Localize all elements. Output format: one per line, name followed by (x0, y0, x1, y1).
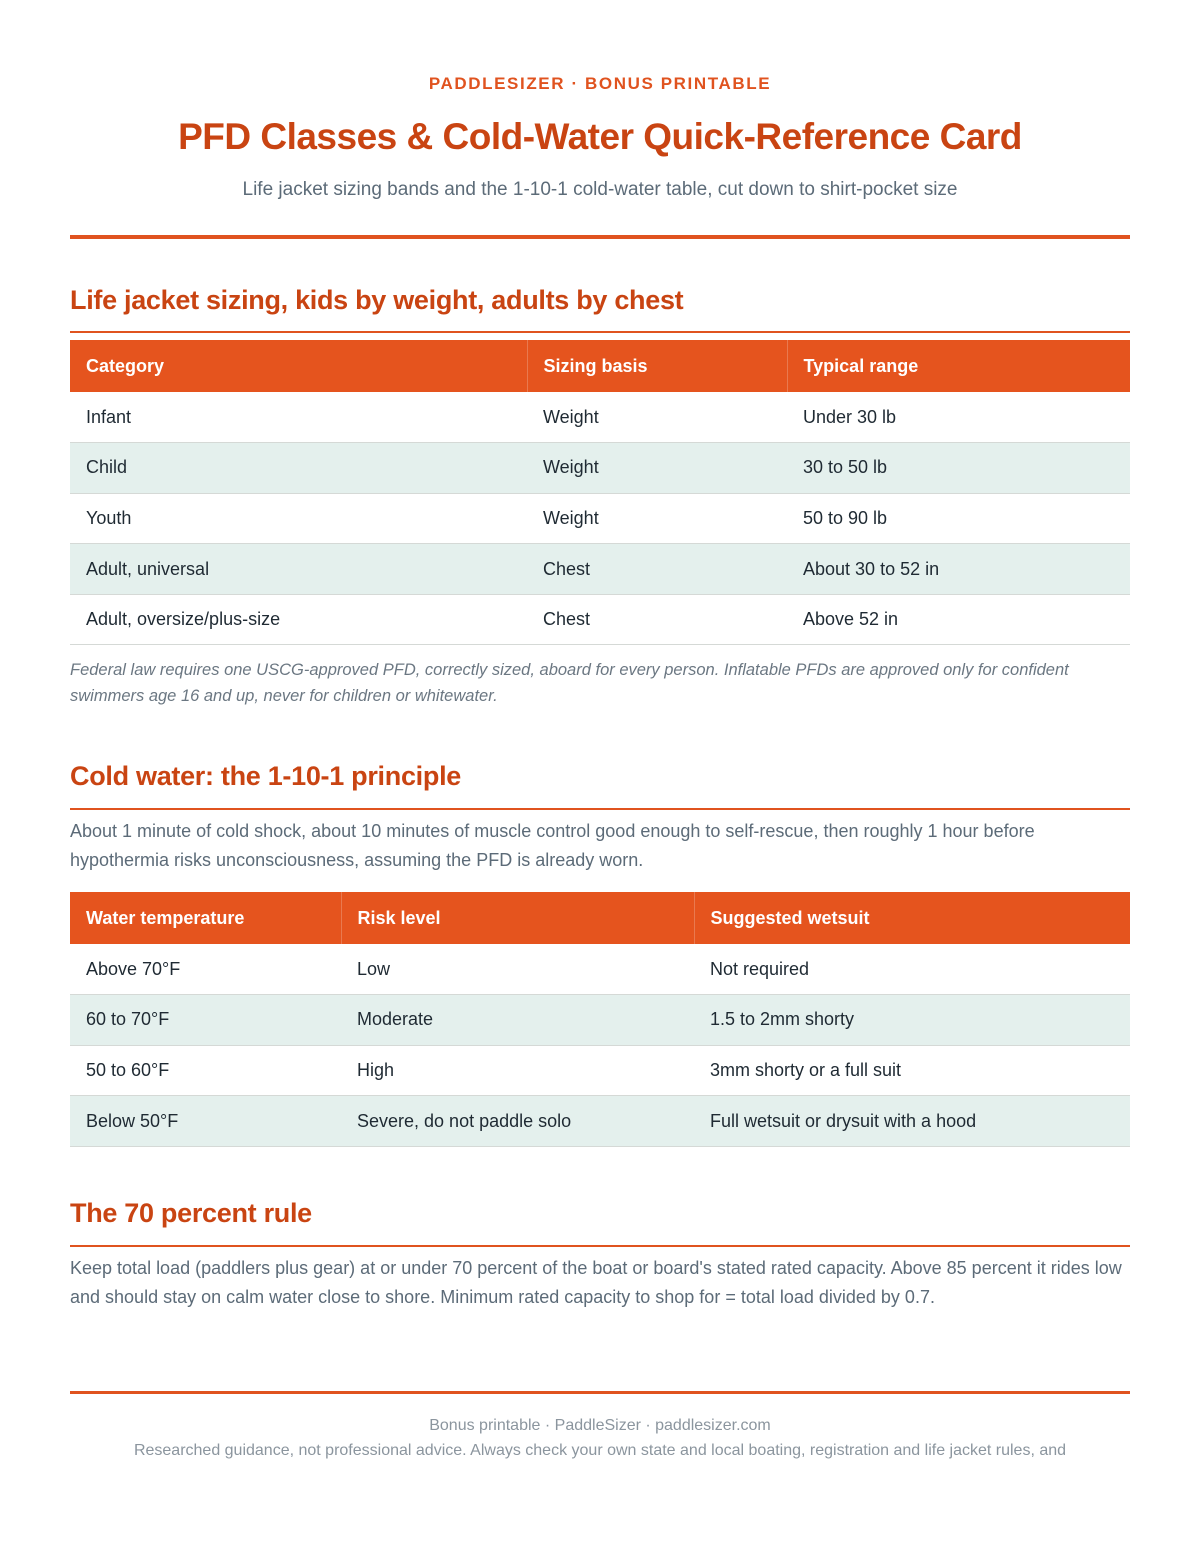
footer-divider (70, 1391, 1130, 1394)
table-cell: Weight (527, 443, 787, 494)
table-cell: High (341, 1045, 694, 1096)
table-cell: Chest (527, 594, 787, 645)
table-row (70, 1096, 1130, 1147)
table-cell: Youth (70, 493, 527, 544)
column-header-risk-level: Risk level (341, 892, 694, 944)
sizing-heading: Life jacket sizing, kids by weight, adults by chest (70, 285, 684, 315)
table-row (70, 1045, 1130, 1096)
table-cell: 3mm shorty or a full suit (694, 1045, 1130, 1096)
table-cell: Adult, oversize/plus-size (70, 594, 527, 645)
table-cell: 50 to 60°F (70, 1045, 341, 1096)
table-row (70, 443, 1130, 494)
sizing-table-header (70, 340, 1130, 392)
table-cell: Adult, universal (70, 544, 527, 595)
sizing-legal-note: Federal law requires one USCG-approved PFD, correctly sized, aboard for every person. Inflatable PFDs are approved only for confident swimmers age 16 and up, never for children or whitewater. (70, 661, 1069, 705)
table-cell: Weight (527, 493, 787, 544)
table-cell: Moderate (341, 995, 694, 1046)
table-cell: Severe, do not paddle solo (341, 1096, 694, 1147)
brand-kicker: PADDLESIZER · BONUS PRINTABLE (428, 74, 772, 93)
rule70-text: Keep total load (paddlers plus gear) at or under 70 percent of the boat or board's stated rated capacity. Above 85 percent it rides low and should stay on calm water close to shore. Minimum rated capacity to shop for = total load divided by 0.7. (70, 1258, 1122, 1307)
table-cell: 60 to 70°F (70, 995, 341, 1046)
table-cell: Weight (527, 392, 787, 443)
column-header-water-temperature: Water temperature (70, 892, 341, 944)
table-cell: Low (341, 944, 694, 995)
table-cell: Full wetsuit or drysuit with a hood (694, 1096, 1130, 1147)
cold-water-table (70, 892, 1130, 1147)
sizing-table (70, 340, 1130, 645)
table-cell: About 30 to 52 in (787, 544, 1130, 595)
footer-disclaimer: Researched guidance, not professional advice. Always check your own state and local boating, registration and life jacket rules, and (133, 1442, 1067, 1459)
rule70-heading-rule (70, 1245, 1130, 1247)
table-row (70, 594, 1130, 645)
cold-water-heading-rule (70, 808, 1130, 810)
table-row (70, 493, 1130, 544)
table-cell: Infant (70, 392, 527, 443)
column-header-sizing-basis: Sizing basis (527, 340, 787, 392)
header-divider (70, 235, 1130, 239)
table-row (70, 392, 1130, 443)
table-row (70, 544, 1130, 595)
footer-credit: Bonus printable · PaddleSizer · paddlesizer.com (429, 1417, 771, 1434)
cold-water-table-header (70, 892, 1130, 944)
table-cell: Under 30 lb (787, 392, 1130, 443)
table-row (70, 995, 1130, 1046)
table-row (70, 944, 1130, 995)
table-cell: Not required (694, 944, 1130, 995)
page-title: PFD Classes & Cold-Water Quick-Reference Card (178, 116, 1022, 157)
column-header-category: Category (70, 340, 527, 392)
table-cell: 1.5 to 2mm shorty (694, 995, 1130, 1046)
column-header-suggested-wetsuit: Suggested wetsuit (694, 892, 1130, 944)
cold-water-heading: Cold water: the 1-10-1 principle (70, 761, 461, 791)
sizing-heading-rule (70, 331, 1130, 333)
page-subtitle: Life jacket sizing bands and the 1-10-1 cold-water table, cut down to shirt-pocket size (242, 179, 958, 200)
table-cell: Child (70, 443, 527, 494)
column-header-typical-range: Typical range (787, 340, 1130, 392)
table-cell: Above 52 in (787, 594, 1130, 645)
table-cell: 30 to 50 lb (787, 443, 1130, 494)
table-cell: Above 70°F (70, 944, 341, 995)
rule70-heading: The 70 percent rule (70, 1198, 312, 1228)
table-cell: 50 to 90 lb (787, 493, 1130, 544)
table-cell: Below 50°F (70, 1096, 341, 1147)
cold-water-intro: About 1 minute of cold shock, about 10 minutes of muscle control good enough to self-rescue, then roughly 1 hour before hypothermia risks unconsciousness, assuming the PFD is already worn. (70, 821, 1035, 870)
table-cell: Chest (527, 544, 787, 595)
